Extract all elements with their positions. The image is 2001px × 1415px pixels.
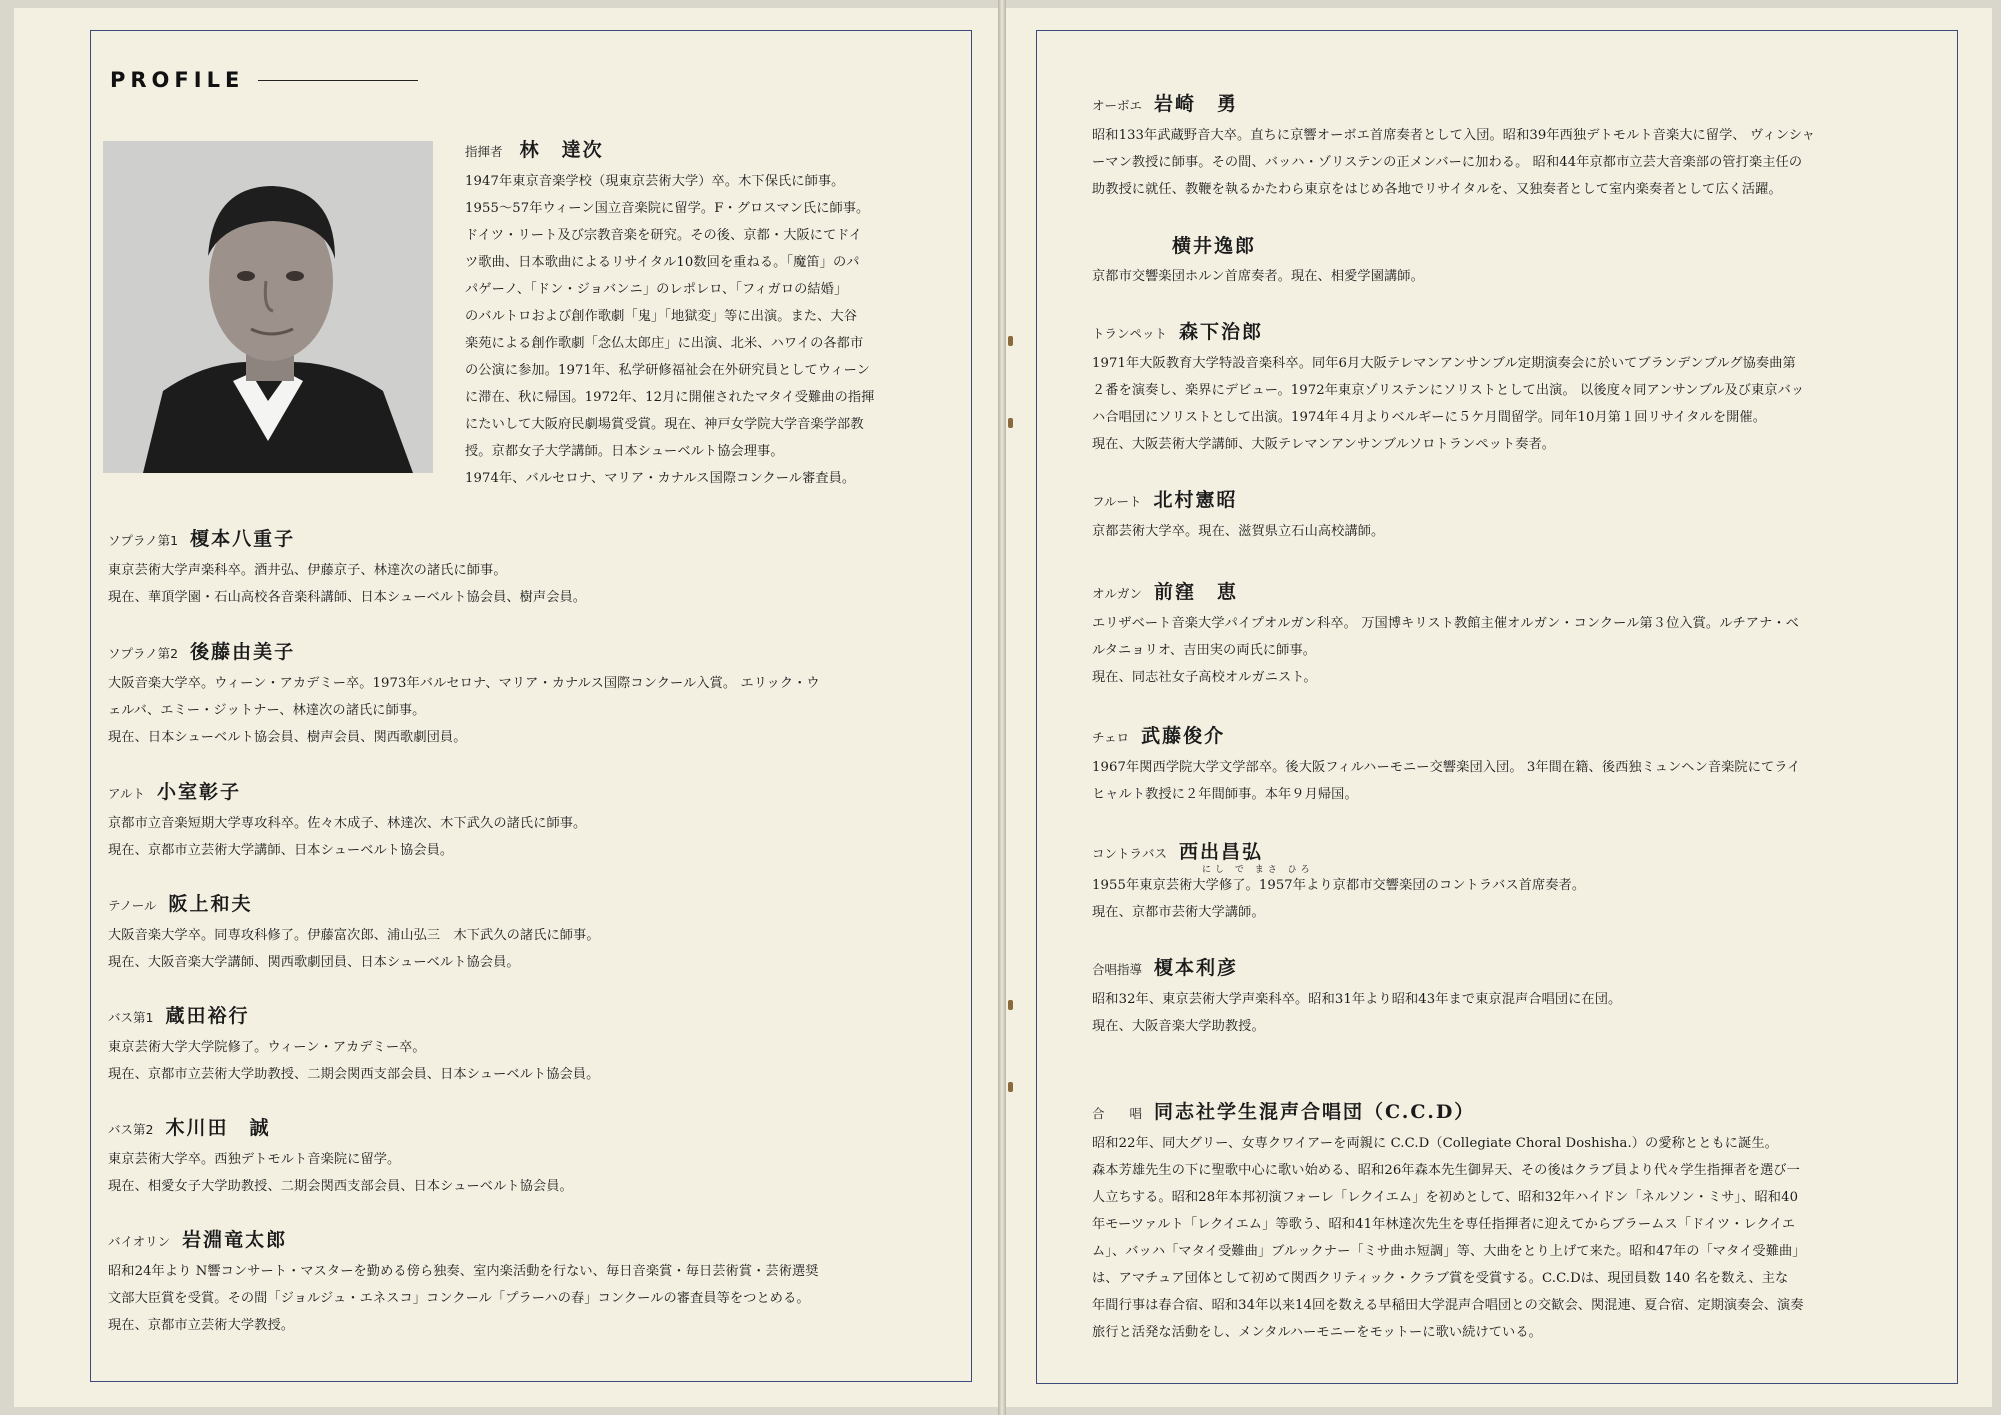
bio-line: 現在、大阪音楽大学講師、関西歌劇団員、日本シューベルト協会員。	[108, 955, 520, 970]
bass2-profile	[108, 1116, 573, 1200]
person-name: 阪上和夫	[168, 893, 253, 915]
role-label: フルート	[1092, 494, 1142, 509]
bio-line: 現在、京都市立芸術大学教授。	[108, 1318, 295, 1333]
role-label: ソプラノ第1	[108, 533, 179, 548]
soprano1-profile	[108, 527, 586, 611]
person-name: 森下治郎	[1179, 321, 1264, 343]
bio-line: エリザベート音楽大学パイプオルガン科卒。 万国博キリスト教館主催オルガン・コンクール第３位入賞。ルチアナ・ベ	[1092, 616, 1799, 631]
staple-hole	[1008, 418, 1013, 428]
bio-line: 文部大臣賞を受賞。その間「ジョルジュ・エネスコ」コンクール「プラーハの春」コンクールの審査員等をつとめる。	[108, 1291, 810, 1306]
person-name: 西出昌弘	[1179, 841, 1264, 863]
conductor-profile	[465, 138, 874, 492]
person-name: 武藤俊介	[1141, 725, 1226, 747]
flute-profile	[1092, 488, 1384, 545]
bio-line: 京都芸術大学卒。現在、滋賀県立石山高校講師。	[1092, 524, 1385, 539]
bio-line: 現在、相愛女子大学助教授、二期会関西支部会員、日本シューベルト協会員。	[108, 1179, 573, 1194]
person-name: 小室彰子	[157, 781, 242, 803]
bio-line: ーマン教授に師事。その間、バッハ・ゾリステンの正メンバーに加わる。 昭和44年京都市立芸大音楽部の管打楽主任の	[1092, 155, 1803, 170]
bio-line: 年間行事は春合宿、昭和34年以来14回を数える早稲田大学混声合唱団との交歓会、関混連、夏合宿、定期演奏会、演奏	[1092, 1298, 1804, 1313]
organ-profile	[1092, 580, 1799, 691]
bio-line: 現在、大阪音楽大学助教授。	[1092, 1019, 1265, 1034]
bio-line: ２番を演奏し、楽界にデビュー。1972年東京ゾリステンにソリストとして出演。 以後度々同アンサンブル及び東京バッ	[1092, 383, 1805, 398]
role-label: チェロ	[1092, 730, 1130, 745]
bio-line: 現在、京都市立芸術大学講師、日本シューベルト協会員。	[108, 843, 454, 858]
bio-line: 旅行と活発な活動をし、メンタルハーモニーをモットーに歌い続けている。	[1092, 1325, 1542, 1340]
role-label: オルガン	[1092, 586, 1143, 601]
role-label: トランペット	[1092, 326, 1168, 341]
bio-line: の公演に参加。1971年、私学研修福祉会在外研究員としてウィーン	[465, 363, 870, 378]
bio-line: 東京芸術大学大学院修了。ウィーン・アカデミー卒。	[108, 1040, 426, 1055]
bio-line: 昭和24年より N響コンサート・マスターを勤める傍ら独奏、室内楽活動を行ない、毎日音楽賞・毎日芸術賞・芸術選奨	[108, 1264, 819, 1279]
person-name: 後藤由美子	[190, 641, 296, 663]
bio-line: にたいして大阪府民劇場賞受賞。現在、神戸女学院大学音楽学部教	[465, 417, 864, 432]
alto-profile	[108, 780, 586, 864]
bio-line: 1974年、バルセロナ、マリア・カナルス国際コンクール審査員。	[465, 471, 856, 486]
person-name: 北村憲昭	[1153, 489, 1238, 511]
role-label: テノール	[108, 898, 157, 913]
person-name: 木川田 誠	[165, 1117, 271, 1139]
person-name: 蔵田裕行	[165, 1005, 250, 1027]
bio-line: ツ歌曲、日本歌曲によるリサイタル10数回を重ねる。「魔笛」のパ	[465, 255, 860, 270]
role-label: バイオリン	[108, 1234, 171, 1249]
bio-line: 東京芸術大学卒。西独デトモルト音楽院に留学。	[108, 1152, 401, 1167]
bio-line: パゲーノ、「ドン・ジョバンニ」のレポレロ、「フィガロの結婚」	[465, 282, 848, 297]
bio-line: 昭和133年武蔵野音大卒。直ちに京響オーボエ首席奏者として入団。昭和39年西独デトモルト音楽大に留学、 ヴィンシャ	[1092, 128, 1816, 143]
person-name: 岩崎 勇	[1154, 93, 1239, 115]
oboe-profile	[1092, 92, 1815, 203]
bio-line: に滞在、秋に帰国。1972年、12月に開催されたマタイ受難曲の指揮	[465, 390, 875, 405]
staple-hole	[1008, 336, 1013, 346]
bio-line: 大阪音楽大学卒。ウィーン・アカデミー卒。1973年バルセロナ、マリア・カナルス国際コンクール入賞。 エリック・ウ	[108, 676, 820, 691]
bio-line: は、アマチュア団体として初めて関西クリティック・クラブ賞を受賞する。C.C.Dは、現団員数 140 名を数え、主な	[1092, 1271, 1789, 1286]
role-label: アルト	[108, 786, 146, 801]
bio-line: 1955年東京芸術大学修了。1957年より京都市交響楽団のコントラバス首席奏者。	[1092, 878, 1586, 893]
role-label: バス第1	[108, 1010, 154, 1025]
profile-header	[110, 68, 418, 92]
bio-line: ルタニョリオ、吉田実の両氏に師事。	[1092, 643, 1317, 658]
furigana: にし で まさ ひろ	[1202, 865, 1314, 875]
bio-line: 京都市交響楽団ホルン首席奏者。現在、相愛学園講師。	[1092, 269, 1424, 284]
bio-line: ム」、バッハ「マタイ受難曲」ブルックナー「ミサ曲ホ短調」等、大曲をとり上げて来た。昭和47年の「マタイ受難曲」	[1092, 1244, 1806, 1259]
bio-line: 現在、同志社女子高校オルガニスト。	[1092, 670, 1317, 685]
role-label: ソプラノ第2	[108, 646, 179, 661]
bio-line: 現在、日本シューベルト協会員、樹声会員、関西歌劇団員。	[108, 730, 467, 745]
person-name: 前窪 恵	[1154, 581, 1239, 603]
bio-line: 1955〜57年ウィーン国立音楽院に留学。F・グロスマン氏に師事。	[465, 201, 870, 216]
title-rule	[258, 80, 418, 81]
person-name: 榎本利彦	[1154, 957, 1239, 979]
chorus-profile	[1092, 1100, 1806, 1346]
bio-line: 1967年関西学院大学文学部卒。後大阪フィルハーモニー交響楽団入団。 3年間在籍、後西独ミュンヘン音楽院にてライ	[1092, 760, 1801, 775]
soprano2-profile	[108, 640, 820, 751]
bio-line: 東京芸術大学声楽科卒。酒井弘、伊藤京子、林達次の諸氏に師事。	[108, 563, 507, 578]
person-name: 岩淵竜太郎	[182, 1229, 288, 1251]
bio-line: 昭和22年、同大グリー、女専クワイアーを両親に C.C.D（Collegiate Choral Doshisha.）の愛称とともに誕生。	[1092, 1136, 1778, 1151]
bio-line: 人立ちする。昭和28年本邦初演フォーレ「レクイエム」を初めとして、昭和32年ハイドン「ネルソン・ミサ」、昭和40	[1092, 1190, 1799, 1205]
person-name: 林 達次	[519, 139, 604, 161]
bio-line: 昭和32年、東京芸術大学声楽科卒。昭和31年より昭和43年まで東京混声合唱団に在団。	[1092, 992, 1622, 1007]
bio-line: 授。京都女子大学講師。日本シューベルト協会理事。	[465, 444, 784, 459]
person-name: 同志社学生混声合唱団（C.C.D）	[1154, 1101, 1476, 1123]
tenor-profile	[108, 892, 600, 976]
chorus-director-profile	[1092, 956, 1621, 1040]
role-label: 合 唱	[1092, 1106, 1143, 1121]
bio-line: 現在、京都市立芸術大学助教授、二期会関西支部会員、日本シューベルト協会員。	[108, 1067, 600, 1082]
horn-profile	[1092, 234, 1424, 290]
role-label: オーボエ	[1092, 98, 1143, 113]
bio-line: 楽苑による創作歌劇「念仏太郎庄」に出演、北米、ハワイの各都市	[465, 336, 864, 351]
role-label: コントラバス	[1092, 846, 1168, 861]
bio-line: ドイツ・リート及び宗教音楽を研究。その後、京都・大阪にてドイ	[465, 228, 863, 243]
bio-line: 年モーツァルト「レクイエム」等歌う、昭和41年林達次先生を専任指揮者に迎えてからブラームス「ドイツ・レクイエ	[1092, 1217, 1796, 1232]
cello-profile	[1092, 724, 1800, 808]
bio-line: 現在、京都市芸術大学講師。	[1092, 905, 1265, 920]
bio-line: ェルバ、エミー・ジットナー、林達次の諸氏に師事。	[108, 703, 426, 718]
person-name: 榎本八重子	[190, 528, 296, 550]
bio-line: 京都市立音楽短期大学専攻科卒。佐々木成子、林達次、木下武久の諸氏に師事。	[108, 816, 587, 831]
bio-line: 1971年大阪教育大学特設音楽科卒。同年6月大阪テレマンアンサンブル定期演奏会に於いてブランデンブルグ協奏曲第	[1092, 356, 1796, 371]
person-name: 横井逸郎	[1172, 235, 1257, 257]
bio-line: 森本芳雄先生の下に聖歌中心に歌い始める、昭和26年森本先生御昇天、その後はクラブ員より代々学生指揮者を選び一	[1092, 1163, 1800, 1178]
staple-hole	[1008, 1000, 1013, 1010]
violin-profile	[108, 1228, 819, 1339]
contrabass-profile	[1092, 840, 1585, 926]
page-title: PROFILE	[110, 68, 245, 92]
staple-hole	[1008, 1082, 1013, 1092]
bass1-profile	[108, 1004, 599, 1088]
page-fold	[998, 0, 1006, 1415]
role-label: 合唱指導	[1092, 962, 1143, 977]
bio-line: 1947年東京音楽学校（現東京芸術大学）卒。木下保氏に師事。	[465, 174, 845, 189]
bio-line: 大阪音楽大学卒。同専攻科修了。伊藤富次郎、浦山弘三 木下武久の諸氏に師事。	[108, 928, 600, 943]
bio-line: ハ合唱団にソリストとして出演。1974年４月よりベルギーに５ケ月間留学。同年10月第１回リサイタルを開催。	[1092, 410, 1766, 425]
trumpet-profile	[1092, 320, 1804, 458]
role-label: 指揮者	[465, 144, 503, 159]
bio-line: 助教授に就任、教鞭を執るかたわら東京をはじめ各地でリサイタルを、又独奏者として室内楽奏者として広く活躍。	[1092, 182, 1782, 197]
bio-line: 現在、華頂学園・石山高校各音楽科講師、日本シューベルト協会員、樹声会員。	[108, 590, 587, 605]
bio-line: のバルトロおよび創作歌劇「鬼」「地獄変」等に出演。また、大谷	[465, 309, 858, 324]
bio-line: 現在、大阪芸術大学講師、大阪テレマンアンサンブルソロトランペット奏者。	[1092, 437, 1556, 452]
conductor-photo	[103, 141, 433, 473]
role-label: バス第2	[108, 1122, 154, 1137]
bio-line: ヒャルト教授に２年間師事。本年９月帰国。	[1092, 787, 1358, 802]
